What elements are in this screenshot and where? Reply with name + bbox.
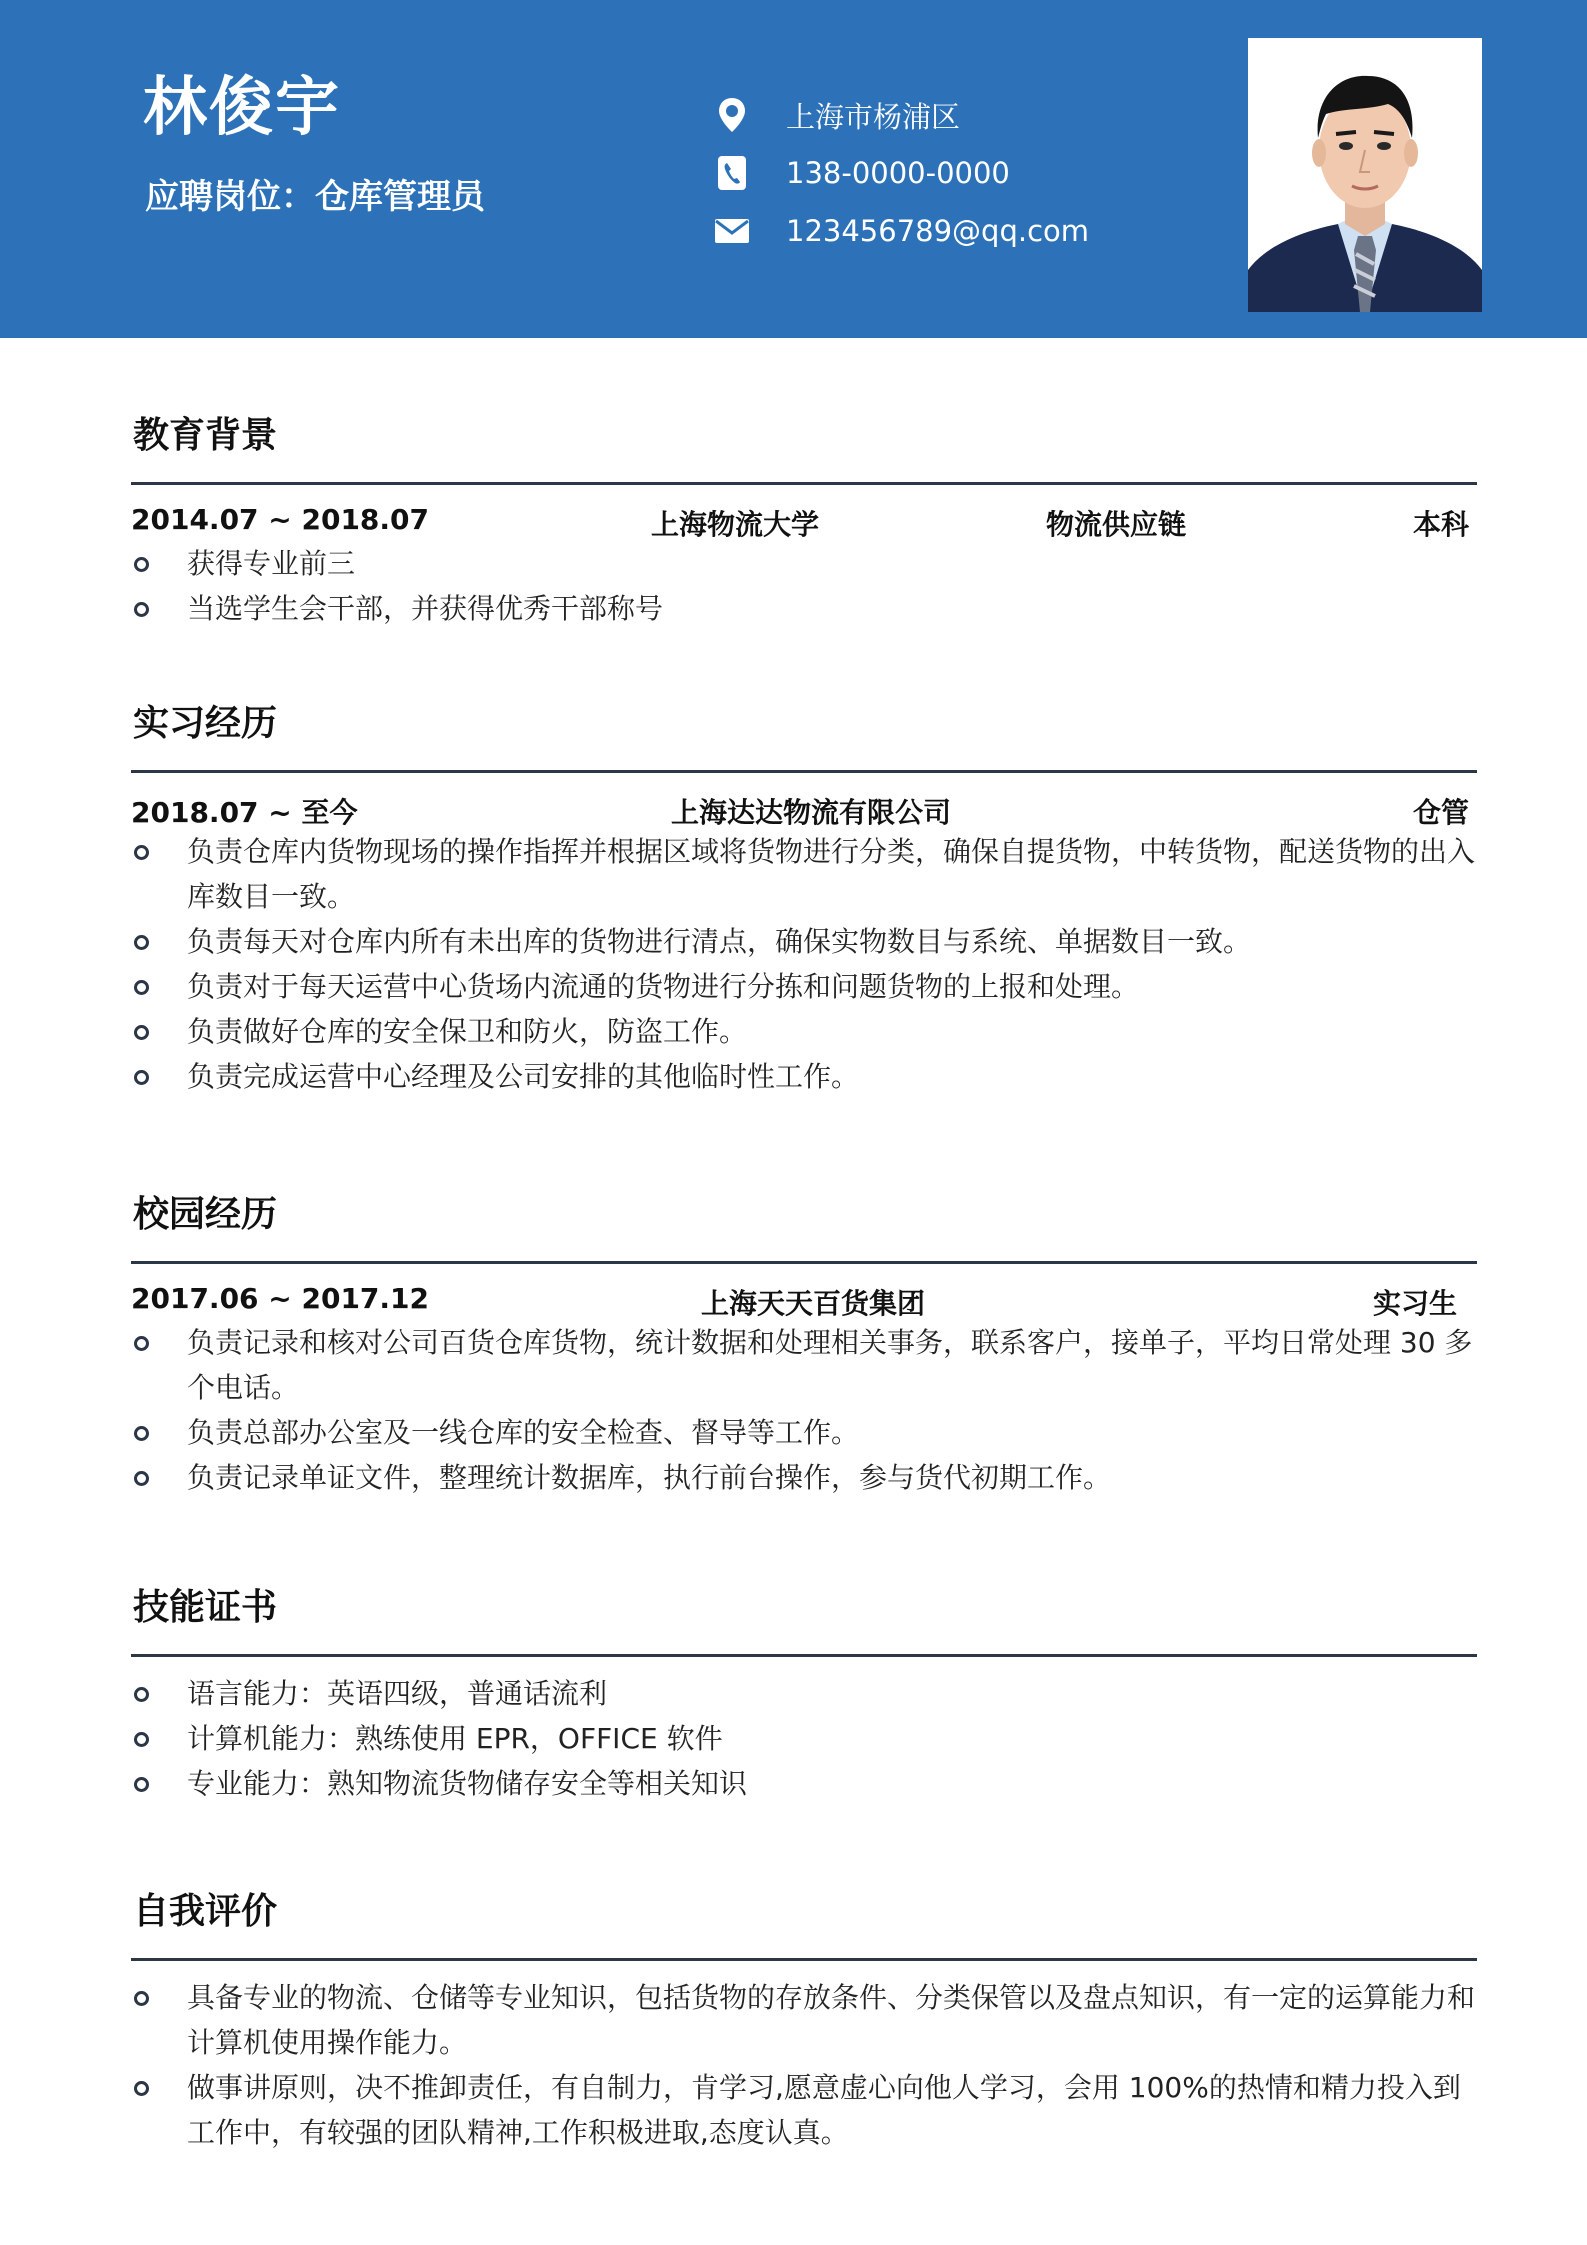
list-item: 负责记录单证文件，整理统计数据库，执行前台操作，参与货代初期工作。 (131, 1455, 1477, 1500)
education-school: 上海物流大学 (651, 508, 820, 541)
list-item: 当选学生会干部，并获得优秀干部称号 (131, 586, 1477, 631)
self-evaluation-bullets (131, 1975, 1477, 2155)
section-divider (131, 482, 1477, 485)
campus-role: 实习生 (1372, 1287, 1457, 1320)
campus-section (131, 1194, 1477, 1500)
skills-bullets (131, 1671, 1477, 1806)
contact-location (713, 86, 1089, 144)
list-item: 负责对于每天运营中心货场内流通的货物进行分拣和问题货物的上报和处理。 (131, 964, 1477, 1009)
section-divider (131, 1261, 1477, 1264)
campus-company: 上海天天百货集团 (701, 1287, 926, 1320)
list-item: 做事讲原则，决不推卸责任，有自制力，肯学习,愿意虚心向他人学习，会用 100%的热情和精力投入到工作中，有较强的团队精神,工作积极进取,态度认真。 (131, 2065, 1477, 2155)
contact-phone-text: 138-0000-0000 (786, 156, 1010, 190)
skills-section (131, 1587, 1477, 1806)
section-divider (131, 770, 1477, 773)
internship-role: 仓管 (1412, 796, 1469, 829)
internship-bullets (131, 829, 1477, 1099)
location-pin-icon (713, 96, 751, 134)
education-section (131, 415, 1477, 631)
section-title-internship: 实习经历 (133, 703, 278, 744)
list-item: 获得专业前三 (131, 541, 1477, 586)
section-divider (131, 1958, 1477, 1961)
envelope-icon (713, 212, 751, 250)
list-item: 计算机能力：熟练使用 EPR，OFFICE 软件 (131, 1716, 1477, 1761)
list-item: 专业能力：熟知物流货物储存安全等相关知识 (131, 1761, 1477, 1806)
education-major: 物流供应链 (1046, 508, 1187, 541)
contact-phone (713, 144, 1089, 202)
campus-entry-header (131, 1276, 1477, 1320)
list-item: 负责做好仓库的安全保卫和防火，防盗工作。 (131, 1009, 1477, 1054)
contact-list (713, 86, 1089, 260)
list-item: 具备专业的物流、仓储等专业知识，包括货物的存放条件、分类保管以及盘点知识，有一定的运算能力和计算机使用操作能力。 (131, 1975, 1477, 2065)
education-entry-header (131, 497, 1477, 541)
phone-icon (713, 154, 751, 192)
applied-position: 应聘岗位：仓库管理员 (145, 177, 485, 217)
resume-header (0, 0, 1587, 338)
contact-location-text: 上海市杨浦区 (786, 99, 961, 134)
education-bullets (131, 541, 1477, 631)
section-divider (131, 1654, 1477, 1657)
list-item: 负责完成运营中心经理及公司安排的其他临时性工作。 (131, 1054, 1477, 1099)
campus-bullets (131, 1320, 1477, 1500)
section-title-campus: 校园经历 (133, 1194, 278, 1235)
education-degree: 本科 (1412, 508, 1469, 541)
internship-company: 上海达达物流有限公司 (671, 796, 952, 829)
internship-period: 2018.07 ~ 至今 (131, 796, 358, 829)
self-evaluation-section (131, 1891, 1477, 2155)
list-item: 负责仓库内货物现场的操作指挥并根据区域将货物进行分类，确保自提货物，中转货物，配送货物的出入库数目一致。 (131, 829, 1477, 919)
profile-photo (1248, 38, 1482, 312)
campus-period: 2017.06 ~ 2017.12 (131, 1282, 430, 1315)
list-item: 负责每天对仓库内所有未出库的货物进行清点，确保实物数目与系统、单据数目一致。 (131, 919, 1477, 964)
section-title-skills: 技能证书 (133, 1587, 278, 1628)
contact-email (713, 202, 1089, 260)
candidate-name: 林俊宇 (143, 71, 341, 145)
education-period: 2014.07 ~ 2018.07 (131, 503, 430, 536)
internship-entry-header (131, 785, 1477, 829)
internship-section (131, 703, 1477, 1099)
list-item: 语言能力：英语四级，普通话流利 (131, 1671, 1477, 1716)
section-title-education: 教育背景 (133, 415, 278, 456)
list-item: 负责记录和核对公司百货仓库货物，统计数据和处理相关事务，联系客户，接单子，平均日常处理 30 多个电话。 (131, 1320, 1477, 1410)
contact-email-text: 123456789@qq.com (786, 214, 1090, 248)
list-item: 负责总部办公室及一线仓库的安全检查、督导等工作。 (131, 1410, 1477, 1455)
section-title-self-evaluation: 自我评价 (133, 1891, 278, 1932)
